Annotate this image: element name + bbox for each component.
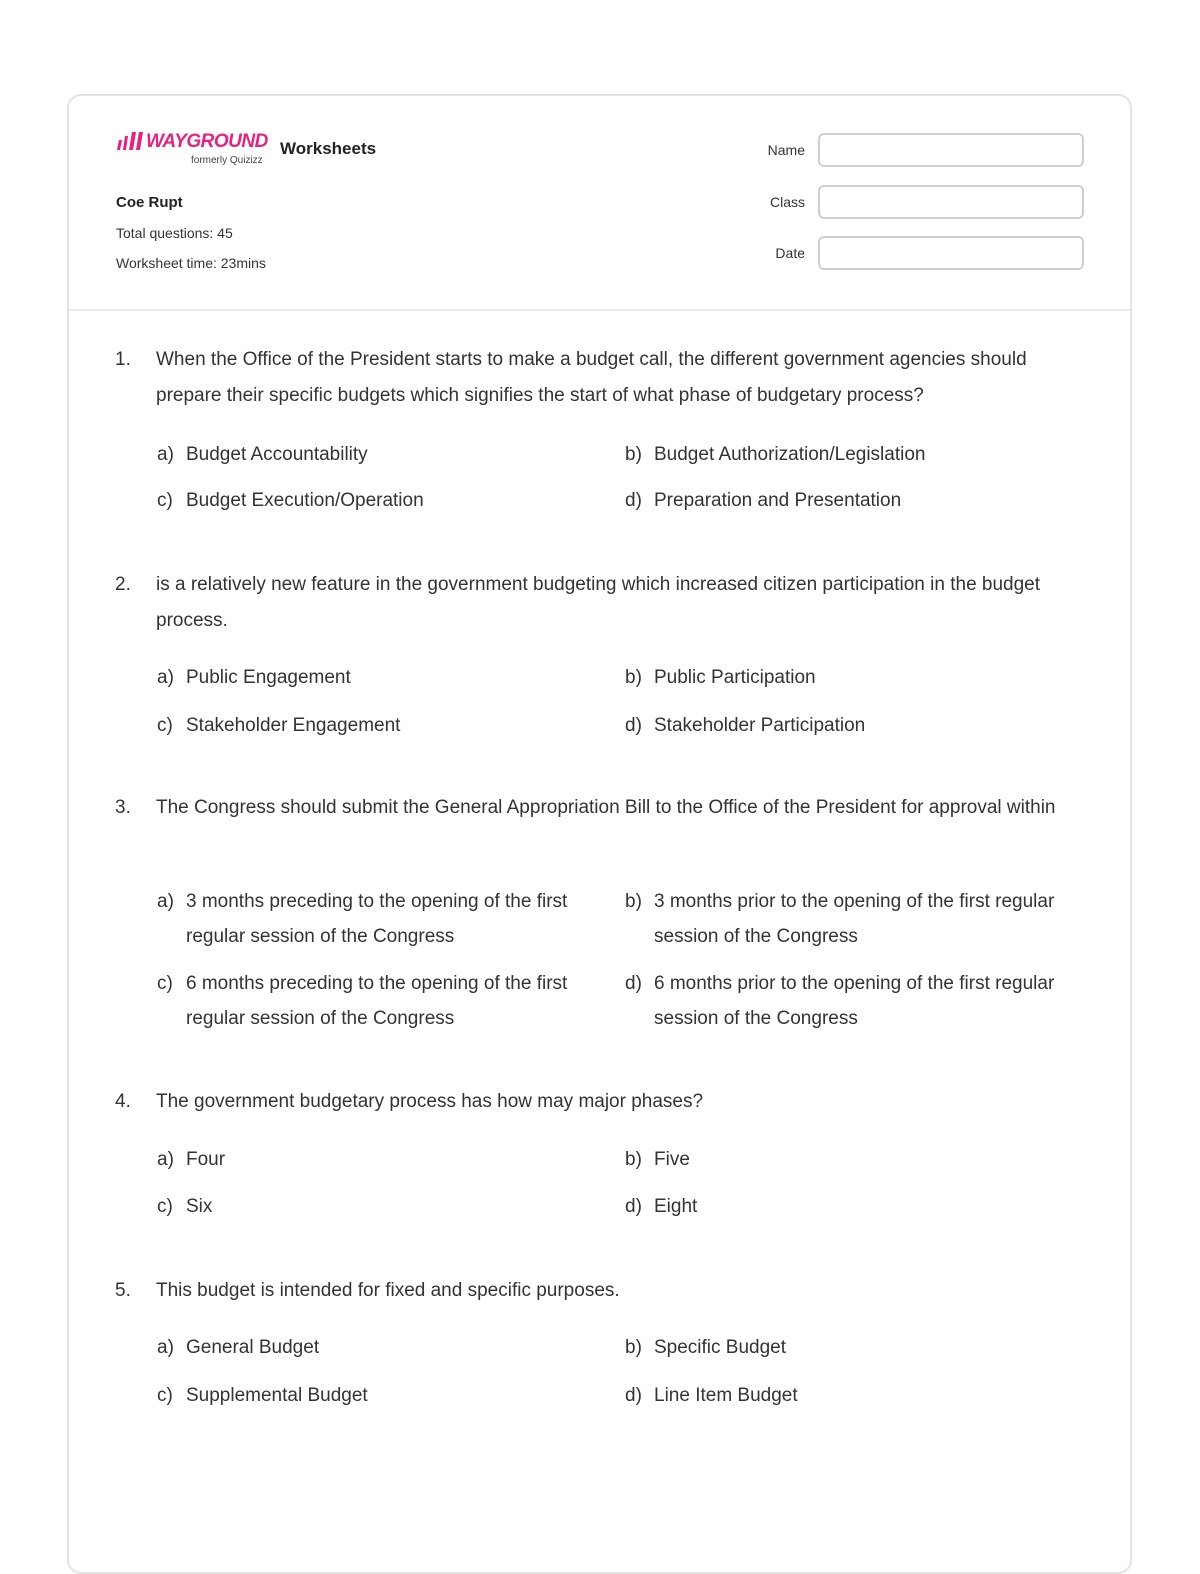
option-text: Stakeholder Engagement [186, 715, 401, 736]
wayground-mark-icon [117, 132, 143, 152]
option-letter: b) [625, 444, 642, 465]
option-text: Public Participation [654, 667, 816, 688]
option-text: Budget Authorization/Legislation [654, 444, 926, 465]
question-text: When the Office of the President starts to make a budget call, the different government agencies should prepare their specific budgets which signifies the start of what phase of budgetary process? [156, 349, 1027, 406]
option-letter: a) [157, 1149, 174, 1170]
name-field[interactable] [818, 133, 1084, 167]
question-text: is a relatively new feature in the government budgeting which increased citizen participation in the budget process. [156, 574, 1041, 631]
total-questions: Total questions: 45 [116, 225, 233, 241]
option-text: Six [186, 1196, 213, 1217]
option-letter: c) [157, 1196, 173, 1217]
worksheet-time: Worksheet time: 23mins [116, 255, 266, 271]
wayground-logo [117, 130, 275, 170]
question-number: 4. [115, 1091, 131, 1112]
option-letter: c) [157, 490, 173, 511]
class-field[interactable] [818, 185, 1084, 219]
option-letter: b) [625, 891, 642, 912]
option-text: Line Item Budget [654, 1385, 798, 1406]
question-text: The Congress should submit the General Appropriation Bill to the Office of the President for approval within [156, 797, 1056, 818]
class-label: Class [769, 194, 805, 210]
option-text: Budget Accountability [186, 444, 368, 465]
option-text: Supplemental Budget [186, 1385, 368, 1406]
option-text: 3 months prior to the opening of the first regular session of the Congress [654, 891, 1055, 947]
option-text: 6 months prior to the opening of the first regular session of the Congress [654, 973, 1055, 1029]
option-text: Eight [654, 1196, 698, 1217]
option-letter: b) [625, 667, 642, 688]
option-text: 3 months preceding to the opening of the first regular session of the Congress [186, 891, 568, 947]
option-text: Public Engagement [186, 667, 351, 688]
worksheet-author: Coe Rupt [116, 194, 183, 211]
question-text: The government budgetary process has how may major phases? [156, 1091, 704, 1112]
brand-name: WAYGROUND [146, 131, 268, 152]
question-number: 3. [115, 797, 131, 818]
option-letter: b) [625, 1337, 642, 1358]
option-text: General Budget [186, 1337, 320, 1358]
option-letter: d) [625, 1385, 642, 1406]
option-letter: d) [625, 973, 642, 994]
option-letter: a) [157, 444, 174, 465]
option-letter: d) [625, 490, 642, 511]
option-text: Preparation and Presentation [654, 490, 902, 511]
option-text: Four [186, 1149, 226, 1170]
option-letter: c) [157, 715, 173, 736]
option-letter: d) [625, 715, 642, 736]
option-letter: c) [157, 973, 173, 994]
question-number: 5. [115, 1280, 131, 1301]
option-text: Budget Execution/Operation [186, 490, 424, 511]
option-letter: a) [157, 891, 174, 912]
option-letter: a) [157, 667, 174, 688]
option-text: Stakeholder Participation [654, 715, 866, 736]
option-letter: a) [157, 1337, 174, 1358]
option-letter: b) [625, 1149, 642, 1170]
option-letter: d) [625, 1196, 642, 1217]
option-text: Five [654, 1149, 690, 1170]
question-text: This budget is intended for fixed and specific purposes. [156, 1280, 620, 1301]
product-title: Worksheets [280, 139, 377, 158]
question-number: 2. [115, 574, 131, 595]
option-text: Specific Budget [654, 1337, 787, 1358]
date-label: Date [775, 245, 805, 261]
header-divider [69, 309, 1130, 311]
brand-subtitle: formerly Quizizz [191, 155, 263, 166]
name-label: Name [767, 142, 805, 158]
date-field[interactable] [818, 236, 1084, 270]
option-text: 6 months preceding to the opening of the first regular session of the Congress [186, 973, 568, 1029]
option-letter: c) [157, 1385, 173, 1406]
question-number: 1. [115, 349, 131, 370]
